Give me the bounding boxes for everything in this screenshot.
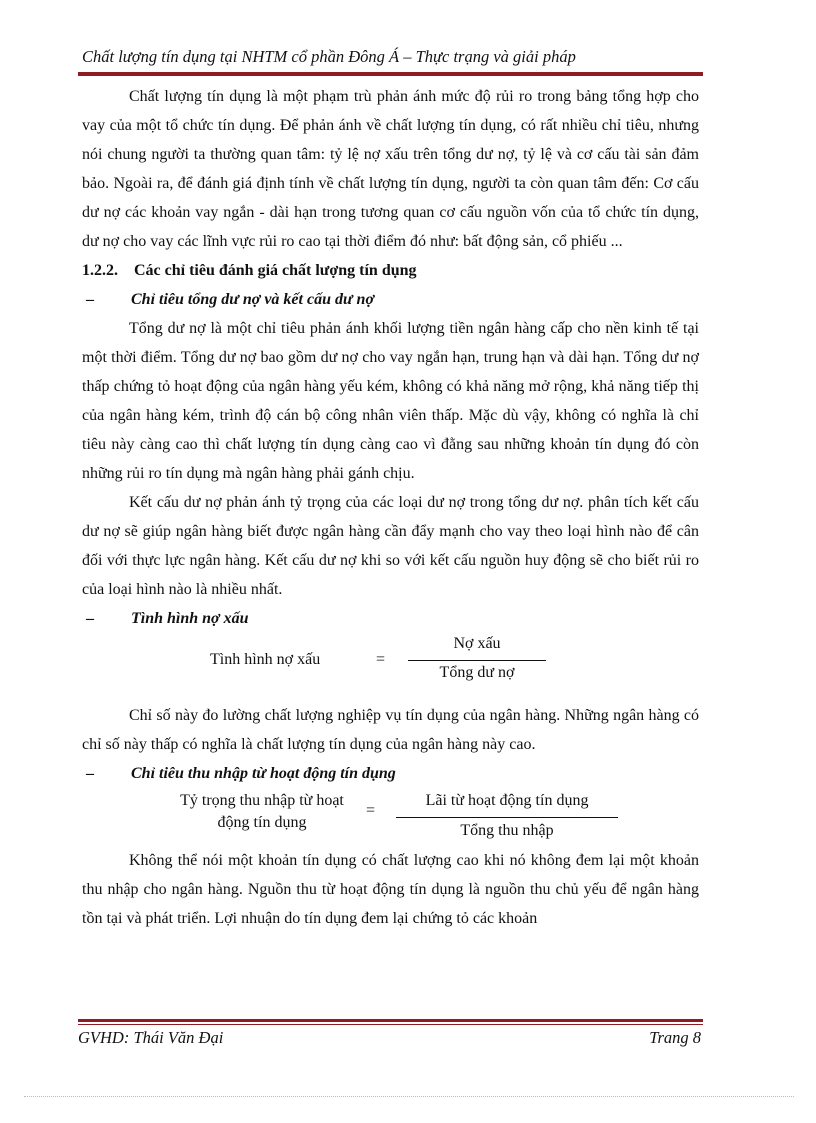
bullet-dash: –	[86, 610, 94, 627]
formula-lhs-line2: động tín dụng	[217, 814, 307, 831]
formula-lhs: Tình hình nợ xấu	[210, 651, 321, 668]
formula-bad-debt	[82, 633, 699, 693]
formula-denominator: Tổng dư nợ	[439, 664, 515, 681]
page-footer	[78, 1028, 701, 1048]
bullet-bad-debt	[82, 604, 699, 633]
bullet-income	[82, 759, 699, 788]
formula-income	[82, 788, 699, 846]
paragraph-income: Không thể nói một khoản tín dụng có chất lượng cao khi nó không đem lại một khoản thu nhập cho ngân hàng. Nguồn thu từ hoạt động tín dụng là nguồn thu chủ yếu để ngân hàng tồn tại và phát triển. Lợi nhuận do tín dụng đem lại chứng tỏ các khoản	[82, 852, 699, 927]
bullet-label: Tình hình nợ xấu	[131, 610, 249, 627]
formula-equals: =	[376, 651, 386, 668]
section-heading	[82, 256, 699, 285]
section-title: Các chỉ tiêu đánh giá chất lượng tín dụng	[134, 262, 417, 279]
footer-rule	[78, 1019, 703, 1025]
paragraph-total-debt: Tổng dư nợ là một chỉ tiêu phản ánh khối lượng tiền ngân hàng cấp cho nền kinh tế tại một thời điểm. Tổng dư nợ bao gồm dư nợ cho vay ngắn hạn, trung hạn và dài hạn. Tổng dư nợ thấp chứng tỏ hoạt động của ngân hàng yếu kém, không có khả năng mở rộng, khả năng tiếp thị của ngân hàng kém, trình độ cán bộ công nhân viên thấp. Mặc dù vậy, không có nghĩa là chỉ tiêu này càng cao thì chất lượng tín dụng càng cao vì đằng sau những khoản tín dụng đó còn những rủi ro tín dụng mà ngân hàng phải gánh chịu.	[82, 320, 699, 482]
page-edge-line	[24, 1096, 794, 1097]
formula-equals: =	[366, 802, 376, 819]
section-number: 1.2.2.	[82, 262, 118, 279]
fraction-bar	[408, 660, 546, 661]
paragraph-bad-debt: Chỉ số này đo lường chất lượng nghiệp vụ tín dụng của ngân hàng. Những ngân hàng có chỉ số này thấp có nghĩa là chất lượng tín dụng của ngân hàng này cao.	[82, 707, 699, 753]
paragraph-debt-structure: Kết cấu dư nợ phản ánh tỷ trọng của các loại dư nợ trong tổng dư nợ. phân tích kết cấu dư nợ sẽ giúp ngân hàng biết được ngân hàng cần đẩy mạnh cho vay theo loại hình nào để cân đối với thực lực ngân hàng. Kết cấu dư nợ khi so với kết cấu nguồn huy động sẽ cho biết rủi ro của loại hình nào là nhiều nhất.	[82, 494, 699, 598]
formula-numerator: Nợ xấu	[453, 635, 501, 652]
running-header: Chất lượng tín dụng tại NHTM cổ phần Đông Á – Thực trạng và giải pháp	[82, 47, 576, 66]
bullet-dash: –	[86, 291, 94, 308]
formula-numerator: Lãi từ hoạt động tín dụng	[425, 792, 589, 809]
formula-denominator: Tổng thu nhập	[460, 822, 554, 839]
bullet-total-debt	[82, 285, 699, 314]
paragraph-intro: Chất lượng tín dụng là một phạm trù phản ánh mức độ rủi ro trong bảng tổng hợp cho vay của một tổ chức tín dụng. Để phản ánh về chất lượng tín dụng, có rất nhiều chỉ tiêu, nhưng nói chung người ta thường quan tâm: tỷ lệ nợ xấu trên tổng dư nợ, tỷ lệ và cơ cấu tài sản đảm bảo. Ngoài ra, để đánh giá định tính về chất lượng tín dụng, người ta còn quan tâm đến: Cơ cấu dư nợ các khoản vay ngắn - dài hạn trong tương quan cơ cấu nguồn vốn của tổ chức tín dụng, dư nợ cho vay các lĩnh vực rủi ro cao tại thời điểm đó như: bất động sản, cổ phiếu ...	[82, 88, 699, 250]
bullet-label: Chỉ tiêu thu nhập từ hoạt động tín dụng	[131, 765, 396, 782]
page-number: Trang 8	[649, 1028, 701, 1047]
header-rule	[78, 70, 703, 76]
footer-advisor: GVHD: Thái Văn Đại	[78, 1028, 224, 1047]
page-body	[82, 82, 699, 933]
fraction-bar	[396, 817, 618, 818]
bullet-dash: –	[86, 765, 94, 782]
formula-lhs-line1: Tỷ trọng thu nhập từ hoạt	[180, 792, 344, 809]
bullet-label: Chỉ tiêu tổng dư nợ và kết cấu dư nợ	[131, 291, 375, 308]
